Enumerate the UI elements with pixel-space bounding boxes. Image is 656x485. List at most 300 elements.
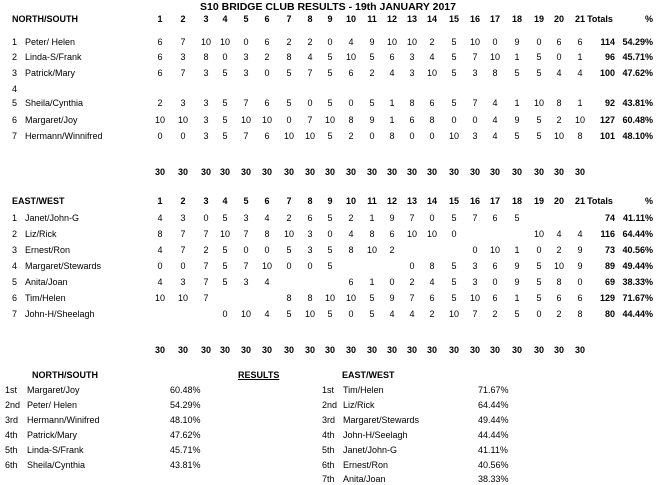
ew-score-cell: 6 [307, 213, 313, 223]
results-ew-name: Tim/Helen [343, 385, 384, 395]
ew-score-cell: 4 [157, 277, 163, 287]
ew-score-cell: 10 [345, 293, 356, 303]
ew-totals-header: Totals [587, 196, 613, 206]
ew-score-cell: 5 [451, 261, 457, 271]
ew-column-total: 30 [324, 345, 335, 355]
ns-score-cell: 1 [389, 98, 395, 108]
ns-pair-name: Peter/ Helen [25, 37, 76, 47]
ew-score-cell: 10 [553, 261, 564, 271]
ns-score-cell: 6 [409, 115, 415, 125]
ns-score-cell: 0 [327, 37, 333, 47]
ew-score-cell: 0 [536, 245, 542, 255]
results-ns-position: 5th [5, 444, 18, 455]
ew-score-cell: 5 [222, 261, 228, 271]
results-ew-position: 5th [322, 444, 335, 455]
ew-column-total: 30 [426, 345, 437, 355]
ns-score-cell: 0 [472, 115, 478, 125]
ns-column-total: 30 [386, 167, 397, 177]
ns-score-cell: 2 [429, 37, 435, 47]
ns-column-total: 30 [283, 167, 294, 177]
ns-column-total: 30 [154, 167, 165, 177]
ew-score-cell: 5 [327, 261, 333, 271]
ew-column-total: 30 [200, 345, 211, 355]
ns-column-total: 30 [469, 167, 480, 177]
ew-score-cell: 4 [264, 277, 270, 287]
results-ew-position: 7th [322, 474, 335, 485]
ew-total-cell: 89 [604, 261, 615, 271]
results-ns-pct: 60.48% [170, 385, 201, 395]
ew-score-cell: 0 [429, 213, 435, 223]
ns-score-cell: 1 [577, 98, 583, 108]
ew-pct-cell: 40.56% [622, 245, 653, 255]
ns-score-cell: 4 [492, 115, 498, 125]
ns-column-total: 30 [553, 167, 564, 177]
ns-score-cell: 3 [243, 52, 249, 62]
ns-column-number: 1 [157, 14, 163, 24]
ns-score-cell: 4 [492, 98, 498, 108]
ew-score-cell: 10 [283, 229, 294, 239]
ns-column-number: 18 [511, 14, 522, 24]
ew-score-cell: 5 [222, 213, 228, 223]
ns-score-cell: 1 [514, 52, 520, 62]
ew-score-cell: 8 [157, 229, 163, 239]
ns-score-cell: 7 [180, 37, 186, 47]
ew-score-cell: 10 [324, 293, 335, 303]
ew-column-number: 11 [367, 196, 377, 206]
ns-pct-cell: 60.48% [622, 115, 653, 125]
results-ew-name: John-H/Seelagh [343, 429, 408, 440]
ew-score-cell: 6 [492, 261, 498, 271]
ns-pct-header: % [644, 14, 653, 24]
ew-column-total: 30 [345, 345, 356, 355]
ns-score-cell: 2 [264, 52, 270, 62]
ew-column-number: 10 [345, 196, 356, 206]
ns-column-total: 30 [366, 167, 377, 177]
ns-pct-cell: 48.10% [622, 131, 653, 141]
ns-pct-cell: 45.71% [622, 52, 653, 62]
ew-score-cell: 3 [180, 277, 186, 287]
ew-score-cell: 1 [369, 277, 375, 287]
ew-score-cell: 3 [472, 261, 478, 271]
ns-column-total: 30 [324, 167, 335, 177]
results-ew-pct: 38.33% [478, 474, 509, 485]
ew-column-total: 30 [553, 345, 564, 355]
ns-score-cell: 0 [409, 131, 415, 141]
ns-score-cell: 3 [180, 52, 186, 62]
ns-score-cell: 0 [536, 37, 542, 47]
ns-column-total: 30 [261, 167, 272, 177]
ns-score-cell: 8 [556, 98, 562, 108]
ns-column-number: 8 [307, 14, 313, 24]
ns-score-cell: 10 [406, 37, 417, 47]
ns-column-total: 30 [574, 167, 585, 177]
ew-score-cell: 0 [492, 277, 498, 287]
ns-column-number: 13 [406, 14, 417, 24]
results-ns-name: Peter/ Helen [27, 399, 78, 410]
ns-pair-name: Sheila/Cynthia [25, 98, 84, 108]
ew-score-cell: 2 [409, 277, 415, 287]
ns-column-total: 30 [511, 167, 522, 177]
ns-column-number: 4 [222, 14, 228, 24]
ns-score-cell: 6 [348, 68, 354, 78]
ns-score-cell: 3 [243, 68, 249, 78]
ew-score-cell: 10 [154, 293, 165, 303]
ew-score-cell: 5 [514, 213, 520, 223]
ns-column-number: 15 [448, 14, 459, 24]
ew-column-total: 30 [304, 345, 315, 355]
ns-score-cell: 10 [574, 115, 585, 125]
ew-pct-cell: 44.44% [622, 309, 653, 319]
ns-score-cell: 0 [369, 131, 375, 141]
results-ew-name: Liz/Rick [343, 399, 375, 410]
results-ew-heading: EAST/WEST [342, 370, 395, 380]
ns-column-total: 30 [406, 167, 417, 177]
ew-pair-name: John-H/Sheelagh [25, 309, 95, 319]
ns-score-cell: 3 [203, 98, 209, 108]
ns-score-cell: 8 [203, 52, 209, 62]
ns-score-cell: 0 [157, 131, 163, 141]
ew-score-cell: 4 [577, 229, 583, 239]
ew-score-cell: 2 [492, 309, 498, 319]
ns-score-cell: 10 [177, 115, 188, 125]
ns-score-cell: 10 [533, 98, 544, 108]
results-ew-position: 6th [322, 459, 335, 470]
ns-column-number: 21 [574, 14, 585, 24]
ew-score-cell: 0 [180, 261, 186, 271]
results-ns-name: Sheila/Cynthia [27, 459, 86, 470]
ew-score-cell: 4 [389, 309, 395, 319]
ns-score-cell: 1 [577, 52, 583, 62]
ns-score-cell: 2 [286, 37, 292, 47]
ew-score-cell: 10 [219, 229, 230, 239]
ew-pair-name: Ernest/Ron [25, 245, 71, 255]
ew-score-cell: 5 [369, 309, 375, 319]
results-ew-pct: 64.44% [478, 399, 509, 410]
ns-score-cell: 7 [243, 131, 249, 141]
ns-score-cell: 6 [157, 37, 163, 47]
results-ns-name: Hermann/Winifred [27, 414, 100, 425]
ew-score-cell: 9 [389, 213, 395, 223]
ew-column-number: 5 [243, 196, 249, 206]
ew-score-cell: 7 [180, 245, 186, 255]
ew-pair-name: Janet/John-G [25, 213, 80, 223]
ns-score-cell: 6 [264, 37, 270, 47]
ew-pair-number: 1 [12, 213, 18, 223]
results-ew-name: Ernest/Ron [343, 459, 389, 470]
ns-score-cell: 0 [451, 115, 457, 125]
ew-column-total: 30 [261, 345, 272, 355]
ns-score-cell: 5 [327, 131, 333, 141]
ns-score-cell: 8 [429, 115, 435, 125]
ew-total-cell: 69 [604, 277, 615, 287]
results-heading: RESULTS [238, 370, 280, 380]
ew-score-cell: 5 [327, 245, 333, 255]
ew-score-cell: 4 [264, 309, 270, 319]
ew-column-number: 17 [489, 196, 500, 206]
ew-score-cell: 2 [203, 245, 209, 255]
ew-score-cell: 9 [389, 293, 395, 303]
ew-score-cell: 3 [180, 213, 186, 223]
ns-score-cell: 10 [154, 115, 165, 125]
ew-pct-cell: 64.44% [622, 229, 653, 239]
ns-pair-number: 4 [12, 84, 18, 94]
ew-score-cell: 8 [348, 245, 354, 255]
ew-total-cell: 129 [599, 293, 615, 303]
ew-pct-cell: 41.11% [622, 213, 653, 223]
ns-score-cell: 7 [472, 52, 478, 62]
ew-score-cell: 0 [243, 245, 249, 255]
ns-score-cell: 5 [327, 98, 333, 108]
ew-column-total: 30 [469, 345, 480, 355]
ew-score-cell: 4 [157, 213, 163, 223]
ew-score-cell: 6 [429, 293, 435, 303]
ns-pair-name: Patrick/Mary [25, 68, 76, 78]
ew-column-number: 15 [448, 196, 459, 206]
ns-score-cell: 2 [157, 98, 163, 108]
ew-score-cell: 2 [286, 213, 292, 223]
ew-score-cell: 10 [448, 309, 459, 319]
ns-score-cell: 4 [389, 68, 395, 78]
ns-score-cell: 3 [409, 68, 415, 78]
ew-score-cell: 2 [389, 245, 395, 255]
results-ns-name: Patrick/Mary [27, 429, 78, 440]
ns-column-total: 30 [345, 167, 356, 177]
ns-score-cell: 4 [348, 37, 354, 47]
ns-score-cell: 10 [240, 115, 251, 125]
ns-score-cell: 6 [264, 98, 270, 108]
ns-score-cell: 3 [472, 131, 478, 141]
ew-score-cell: 0 [389, 277, 395, 287]
ew-score-cell: 6 [389, 229, 395, 239]
ns-column-total: 30 [177, 167, 188, 177]
results-ew-position: 1st [322, 385, 335, 395]
ns-score-cell: 5 [222, 98, 228, 108]
ew-score-cell: 7 [203, 277, 209, 287]
results-ew-name: Margaret/Stewards [343, 414, 420, 425]
ew-column-number: 18 [511, 196, 522, 206]
ns-column-total: 30 [489, 167, 500, 177]
ns-score-cell: 0 [429, 131, 435, 141]
results-ew-position: 2nd [322, 399, 338, 410]
ns-pair-name: Hermann/Winnifred [25, 131, 103, 141]
ns-score-cell: 10 [553, 131, 564, 141]
ew-score-cell: 4 [157, 245, 163, 255]
ew-score-cell: 10 [406, 229, 417, 239]
ew-pair-name: Tim/Helen [25, 293, 66, 303]
ew-pct-header: % [644, 196, 653, 206]
ew-column-number: 9 [327, 196, 333, 206]
ew-score-cell: 0 [327, 229, 333, 239]
ew-column-number: 8 [307, 196, 313, 206]
ns-score-cell: 8 [389, 131, 395, 141]
results-ew-name: Anita/Joan [343, 474, 386, 485]
ew-score-cell: 7 [203, 293, 209, 303]
ns-score-cell: 6 [556, 37, 562, 47]
ns-score-cell: 10 [426, 68, 437, 78]
ew-score-cell: 0 [222, 309, 228, 319]
ns-pct-cell: 54.29% [622, 37, 653, 47]
results-ew-pct: 44.44% [478, 429, 509, 440]
ew-score-cell: 1 [514, 245, 520, 255]
ew-score-cell: 8 [577, 309, 583, 319]
ew-score-cell: 0 [203, 213, 209, 223]
ns-score-cell: 5 [451, 68, 457, 78]
ew-score-cell: 6 [492, 213, 498, 223]
ns-column-number: 16 [469, 14, 480, 24]
ew-column-total: 30 [177, 345, 188, 355]
ew-score-cell: 0 [472, 245, 478, 255]
ew-score-cell: 2 [556, 309, 562, 319]
ew-column-number: 16 [469, 196, 480, 206]
ns-pair-number: 6 [12, 115, 18, 125]
ns-total-cell: 101 [599, 131, 615, 141]
ew-score-cell: 5 [286, 245, 292, 255]
ns-score-cell: 4 [429, 52, 435, 62]
ew-column-number: 2 [180, 196, 186, 206]
ns-score-cell: 8 [409, 98, 415, 108]
ew-pct-cell: 71.67% [622, 293, 653, 303]
ns-column-total: 30 [448, 167, 459, 177]
ns-score-cell: 8 [348, 115, 354, 125]
ew-score-cell: 5 [327, 213, 333, 223]
ew-column-number: 1 [157, 196, 163, 206]
ew-score-cell: 10 [304, 309, 315, 319]
ew-score-cell: 3 [472, 277, 478, 287]
ew-score-cell: 6 [492, 293, 498, 303]
ns-score-cell: 0 [286, 115, 292, 125]
ns-score-cell: 10 [304, 131, 315, 141]
ew-score-cell: 10 [489, 245, 500, 255]
ew-column-total: 30 [386, 345, 397, 355]
ns-score-cell: 3 [203, 131, 209, 141]
ew-score-cell: 5 [536, 277, 542, 287]
ew-score-cell: 6 [348, 277, 354, 287]
ns-score-cell: 6 [577, 37, 583, 47]
ns-score-cell: 3 [203, 68, 209, 78]
ew-pair-number: 5 [12, 277, 18, 287]
ns-score-cell: 2 [556, 115, 562, 125]
ew-score-cell: 7 [409, 293, 415, 303]
ns-pair-number: 5 [12, 98, 18, 108]
ns-column-number: 7 [286, 14, 292, 24]
ew-score-cell: 8 [286, 293, 292, 303]
ns-column-total: 30 [240, 167, 251, 177]
ns-score-cell: 0 [222, 52, 228, 62]
ns-score-cell: 10 [219, 37, 230, 47]
ns-score-cell: 7 [472, 98, 478, 108]
results-ns-pct: 45.71% [170, 444, 201, 455]
ns-score-cell: 2 [307, 37, 313, 47]
results-ns-position: 1st [5, 385, 18, 395]
ew-score-cell: 9 [577, 261, 583, 271]
results-ns-pct: 47.62% [170, 429, 201, 440]
ns-score-cell: 1 [389, 115, 395, 125]
ew-total-cell: 74 [604, 213, 615, 223]
ew-column-total: 30 [448, 345, 459, 355]
ew-column-number: 4 [222, 196, 228, 206]
ew-pct-cell: 49.44% [622, 261, 653, 271]
ew-column-number: 3 [203, 196, 209, 206]
ew-score-cell: 8 [369, 229, 375, 239]
ew-score-cell: 1 [369, 213, 375, 223]
ns-score-cell: 4 [492, 131, 498, 141]
ew-column-number: 19 [533, 196, 544, 206]
ns-score-cell: 8 [577, 131, 583, 141]
ns-total-cell: 100 [599, 68, 615, 78]
ns-score-cell: 9 [369, 115, 375, 125]
ew-score-cell: 0 [409, 261, 415, 271]
ns-score-cell: 5 [514, 68, 520, 78]
ew-total-cell: 80 [604, 309, 615, 319]
ew-pair-name: Anita/Joan [25, 277, 68, 287]
ew-score-cell: 4 [348, 229, 354, 239]
ns-score-cell: 7 [243, 98, 249, 108]
ns-score-cell: 6 [389, 52, 395, 62]
ew-score-cell: 3 [243, 213, 249, 223]
ew-pair-number: 7 [12, 309, 18, 319]
ew-score-cell: 7 [203, 261, 209, 271]
ns-totals-header: Totals [587, 14, 613, 24]
ew-score-cell: 1 [514, 293, 520, 303]
ns-score-cell: 0 [307, 98, 313, 108]
ns-pct-cell: 43.81% [622, 98, 653, 108]
ew-score-cell: 0 [157, 261, 163, 271]
ns-score-cell: 5 [222, 68, 228, 78]
ns-score-cell: 5 [369, 52, 375, 62]
ew-score-cell: 10 [261, 261, 272, 271]
results-ns-pct: 43.81% [170, 459, 201, 470]
ew-score-cell: 4 [429, 277, 435, 287]
ns-score-cell: 9 [514, 37, 520, 47]
ew-score-cell: 6 [577, 293, 583, 303]
ew-column-total: 30 [366, 345, 377, 355]
ew-score-cell: 8 [307, 293, 313, 303]
ew-score-cell: 5 [451, 293, 457, 303]
ew-score-cell: 7 [243, 229, 249, 239]
ns-score-cell: 5 [536, 131, 542, 141]
ew-score-cell: 7 [409, 213, 415, 223]
ns-heading: NORTH/SOUTH [12, 14, 78, 24]
ew-score-cell: 10 [177, 293, 188, 303]
ns-score-cell: 4 [307, 52, 313, 62]
ns-total-cell: 92 [604, 98, 615, 108]
ns-score-cell: 4 [556, 68, 562, 78]
ew-score-cell: 3 [243, 277, 249, 287]
ns-score-cell: 3 [472, 68, 478, 78]
ns-score-cell: 0 [180, 131, 186, 141]
ew-score-cell: 5 [369, 293, 375, 303]
ns-column-number: 5 [243, 14, 249, 24]
results-ns-position: 6th [5, 459, 18, 470]
ew-score-cell: 2 [429, 309, 435, 319]
ns-score-cell: 6 [157, 68, 163, 78]
ns-score-cell: 10 [345, 52, 356, 62]
ew-column-number: 12 [386, 196, 397, 206]
ns-score-cell: 7 [307, 68, 313, 78]
ew-score-cell: 5 [327, 309, 333, 319]
ns-score-cell: 0 [348, 98, 354, 108]
ns-score-cell: 10 [469, 37, 480, 47]
ew-score-cell: 10 [426, 229, 437, 239]
ew-pct-cell: 38.33% [622, 277, 653, 287]
ns-score-cell: 10 [489, 52, 500, 62]
ns-score-cell: 5 [451, 37, 457, 47]
ew-score-cell: 3 [307, 245, 313, 255]
ns-score-cell: 1 [514, 98, 520, 108]
ew-score-cell: 8 [429, 261, 435, 271]
ns-pair-number: 3 [12, 68, 18, 78]
results-ns-pct: 48.10% [170, 414, 201, 425]
